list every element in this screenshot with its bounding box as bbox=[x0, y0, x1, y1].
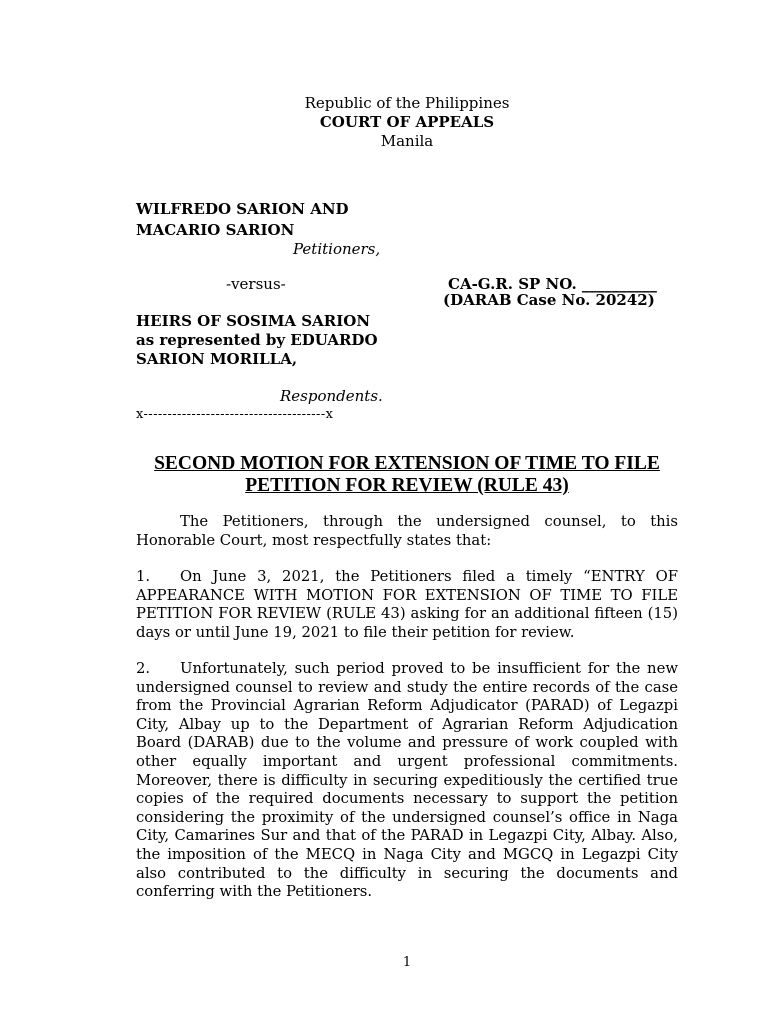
title-line1: SECOND MOTION FOR EXTENSION OF TIME TO FILE bbox=[154, 453, 660, 474]
page-number: 1 bbox=[402, 955, 412, 970]
intro-paragraph bbox=[136, 513, 678, 550]
respondents-name-line3: SARION MORILLA, bbox=[136, 350, 298, 368]
court-name: COURT OF APPEALS bbox=[319, 113, 495, 131]
petitioners-label: Petitioners, bbox=[293, 240, 381, 258]
title-line2: PETITION FOR REVIEW (RULE 43) bbox=[245, 475, 569, 496]
court-city: Manila bbox=[380, 132, 434, 150]
intro-text: The Petitioners, through the undersigned counsel, to this Honorable Court, most respectfully states that: bbox=[136, 513, 678, 549]
respondents-name-line2: as represented by EDUARDO bbox=[136, 331, 378, 349]
darab-case-number: (DARAB Case No. 20242) bbox=[443, 291, 655, 309]
paragraph-number: 2. bbox=[136, 660, 151, 677]
petitioners-name-line2: MACARIO SARION bbox=[136, 221, 295, 239]
paragraph-text: On June 3, 2021, the Petitioners filed a timely “ENTRY OF APPEARANCE WITH MOTION FOR EXTENSION OF TIME TO FILE PETITION FOR REVIEW (RULE 43) asking for an additional fifteen (15) days or until June 19, 2021 to file their petition for review. bbox=[136, 568, 678, 641]
petitioners-name-line1: WILFREDO SARION AND bbox=[136, 200, 349, 218]
numbered-paragraph bbox=[136, 660, 678, 902]
numbered-paragraph bbox=[136, 568, 678, 642]
case-number: CA-G.R. SP NO. __________ bbox=[448, 275, 657, 293]
respondents-name-line1: HEIRS OF SOSIMA SARION bbox=[136, 312, 371, 330]
caption-separator: x--------------------------------------x bbox=[136, 407, 334, 422]
paragraph-number: 1. bbox=[136, 568, 151, 585]
versus-label: -versus- bbox=[226, 275, 286, 293]
respondents-label: Respondents. bbox=[280, 387, 383, 405]
republic-line: Republic of the Philippines bbox=[304, 94, 510, 112]
paragraph-text: Unfortunately, such period proved to be insufficient for the new undersigned counsel to review and study the entire records of the case from the Provincial Agrarian Reform Adjudicator (PARAD) of Legazpi City, Albay up to the Department of Agrarian Reform Adjudication Board (DARAB) due to the volume and pressure of work coupled with other equally important and urgent professional commitments. Moreover, there is difficulty in securing expeditiously the certified true copies of the required documents necessary to support the petition considering the proximity of the undersigned counsel’s office in Naga City, Camarines Sur and that of the PARAD in Legazpi City, Albay. Also, the imposition of the MECQ in Naga City and MGCQ in Legazpi City also contributed to the difficulty in securing the documents and conferring with the Petitioners. bbox=[136, 660, 678, 901]
